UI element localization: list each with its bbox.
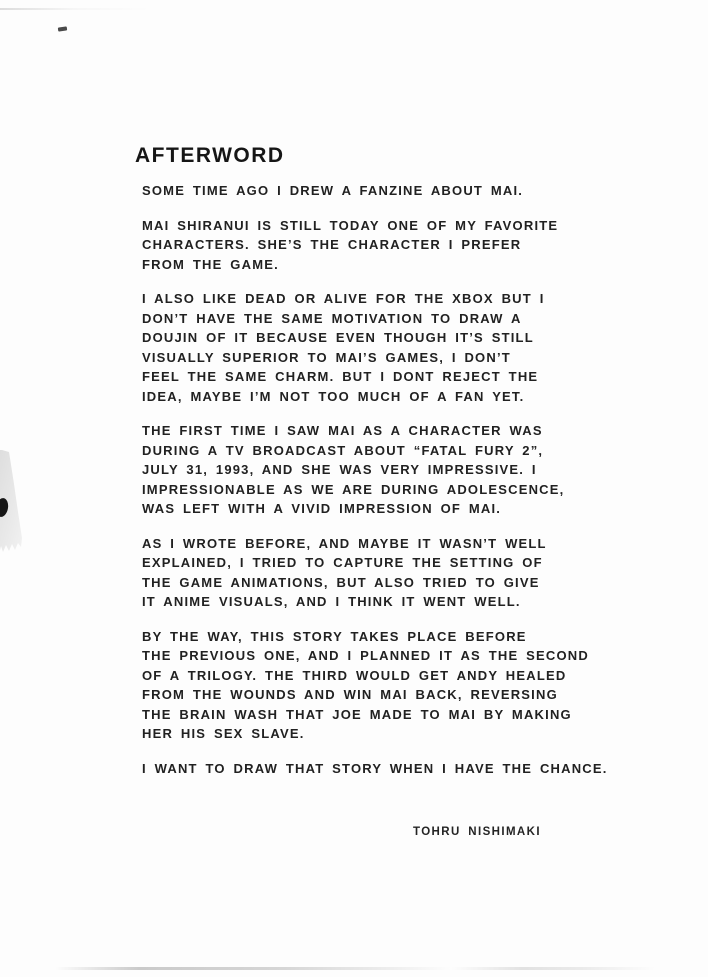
text-line: BY THE WAY, THIS STORY TAKES PLACE BEFORE — [142, 628, 527, 644]
text-line: JULY 31, 1993, AND SHE WAS VERY IMPRESSIVE. I — [142, 462, 537, 477]
text-line: THE FIRST TIME I SAW MAI AS A CHARACTER WAS — [142, 423, 543, 438]
text-line: DON’T HAVE THE SAME MOTIVATION TO DRAW A — [142, 310, 522, 326]
scan-streak-top — [0, 8, 150, 10]
paragraph — [142, 759, 662, 779]
text-line: WAS LEFT WITH A VIVID IMPRESSION OF MAI. — [142, 501, 502, 516]
text-line: VISUALLY SUPERIOR TO MAI’S GAMES, I DON’T — [142, 349, 511, 365]
text-line: EXPLAINED, I TRIED TO CAPTURE THE SETTING OF — [142, 555, 543, 570]
text-line: IMPRESSIONABLE AS WE ARE DURING ADOLESCENCE, — [142, 481, 565, 497]
text-line: AS I WROTE BEFORE, AND MAYBE IT WASN’T WELL — [142, 535, 547, 551]
text-line: FROM THE WOUNDS AND WIN MAI BACK, REVERSING — [142, 687, 558, 702]
text-line: SOME TIME AGO I DREW A FANZINE ABOUT MAI. — [142, 183, 524, 198]
paragraph — [142, 421, 662, 519]
text-line: THE BRAIN WASH THAT JOE MADE TO MAI BY MAKING — [142, 706, 572, 722]
text-line: DURING A TV BROADCAST ABOUT “FATAL FURY 2”, — [142, 442, 544, 458]
text-line: HER HIS SEX SLAVE. — [142, 726, 305, 741]
text-line: THE GAME ANIMATIONS, BUT ALSO TRIED TO GIVE — [142, 574, 540, 590]
paragraph — [142, 181, 662, 201]
text-line: CHARACTERS. SHE’S THE CHARACTER I PREFER — [142, 237, 522, 252]
page-title: AFTERWORD — [135, 144, 285, 167]
scan-shadow-bottom — [55, 967, 655, 970]
text-line: I WANT TO DRAW THAT STORY WHEN I HAVE THE CHANCE. — [142, 760, 608, 776]
afterword-body — [142, 181, 662, 793]
text-line: MAI SHIRANUI IS STILL TODAY ONE OF MY FAVORITE — [142, 217, 559, 233]
text-line: I ALSO LIKE DEAD OR ALIVE FOR THE XBOX BUT I — [142, 291, 545, 306]
paragraph — [142, 216, 662, 275]
text-line: FROM THE GAME. — [142, 256, 279, 272]
text-line: IT ANIME VISUALS, AND I THINK IT WENT WELL. — [142, 594, 521, 609]
paragraph — [142, 289, 662, 406]
paragraph — [142, 627, 662, 744]
text-line: DOUJIN OF IT BECAUSE EVEN THOUGH IT’S STILL — [142, 330, 534, 345]
scan-mark-top-left — [58, 26, 67, 31]
text-line: OF A TRILOGY. THE THIRD WOULD GET ANDY HEALED — [142, 667, 567, 683]
text-line: THE PREVIOUS ONE, AND I PLANNED IT AS THE SECOND — [142, 648, 589, 663]
author-signature: TOHRU NISHIMAKI — [413, 826, 541, 838]
text-line: FEEL THE SAME CHARM. BUT I DONT REJECT THE — [142, 369, 539, 384]
text-line: IDEA, MAYBE I’M NOT TOO MUCH OF A FAN YET. — [142, 388, 525, 404]
paragraph — [142, 534, 662, 612]
